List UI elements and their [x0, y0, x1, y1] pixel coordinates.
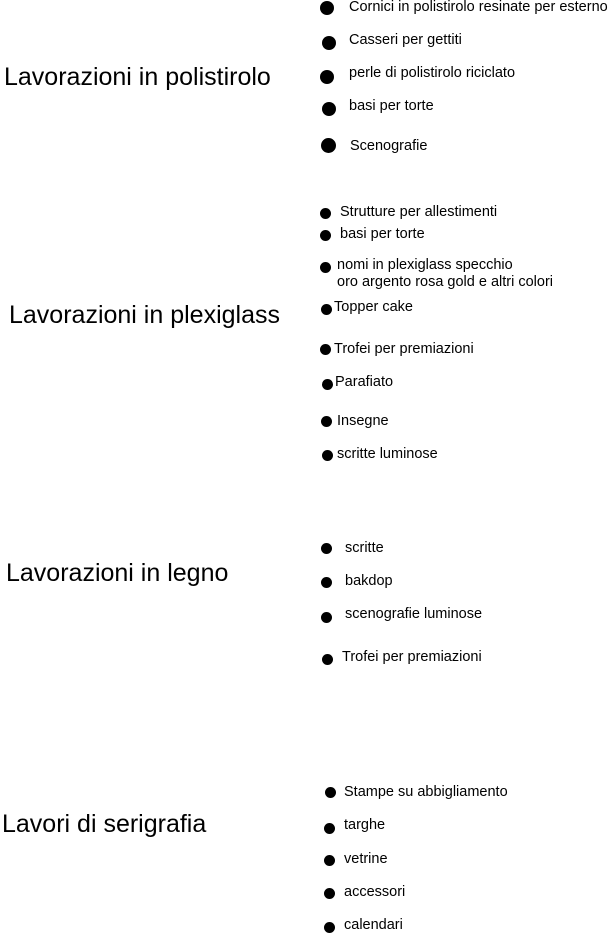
bullet-icon [320, 344, 331, 355]
list-item: Trofei per premiazioni [342, 649, 482, 665]
bullet-icon [322, 654, 333, 665]
list-item: perle di polistirolo riciclato [349, 65, 516, 81]
bullet-icon [322, 450, 333, 461]
list-item: basi per torte [349, 98, 434, 114]
bullet-icon [324, 888, 335, 899]
list-item: scenografie luminose [345, 606, 483, 622]
list-item: Scenografie [350, 138, 428, 154]
list-item: accessori [344, 884, 406, 900]
bullet-icon [324, 922, 335, 933]
list-item: calendari [344, 917, 403, 933]
list-item: Casseri per gettiti [349, 32, 462, 48]
section-heading-polistirolo: Lavorazioni in polistirolo [4, 63, 271, 91]
bullet-icon [320, 262, 331, 273]
section-heading-plexiglass: Lavorazioni in plexiglass [9, 301, 280, 329]
bullet-icon [321, 304, 332, 315]
bullet-icon [320, 1, 334, 15]
bullet-icon [320, 70, 334, 84]
bullet-icon [321, 577, 332, 588]
bullet-icon [322, 379, 333, 390]
section-heading-serigrafia: Lavori di serigrafia [2, 810, 207, 838]
list-item: Trofei per premiazioni [334, 341, 474, 357]
bullet-icon [322, 102, 336, 116]
list-item: nomi in plexiglass specchio [337, 257, 513, 273]
list-item: Cornici in polistirolo resinate per esterno [349, 0, 608, 15]
list-item: Stampe su abbigliamento [344, 784, 508, 800]
list-item-continuation: oro argento rosa gold e altri colori [337, 274, 554, 290]
list-item: basi per torte [340, 226, 425, 242]
bullet-icon [320, 230, 331, 241]
bullet-icon [321, 543, 332, 554]
bullet-icon [321, 416, 332, 427]
bullet-icon [324, 855, 335, 866]
bullet-icon [321, 138, 336, 153]
list-item: scritte luminose [337, 446, 438, 462]
bullet-icon [321, 612, 332, 623]
list-item: vetrine [344, 851, 388, 867]
bullet-icon [322, 36, 336, 50]
bullet-icon [325, 787, 336, 798]
bullet-icon [320, 208, 331, 219]
list-item: scritte [345, 540, 384, 556]
list-item: Strutture per allestimenti [340, 204, 498, 220]
list-item: targhe [344, 817, 386, 833]
list-item: Insegne [337, 413, 389, 429]
list-item: bakdop [345, 573, 393, 589]
list-item: Topper cake [334, 299, 413, 315]
bullet-icon [324, 823, 335, 834]
list-item: Parafiato [335, 374, 394, 390]
section-heading-legno: Lavorazioni in legno [6, 559, 229, 587]
